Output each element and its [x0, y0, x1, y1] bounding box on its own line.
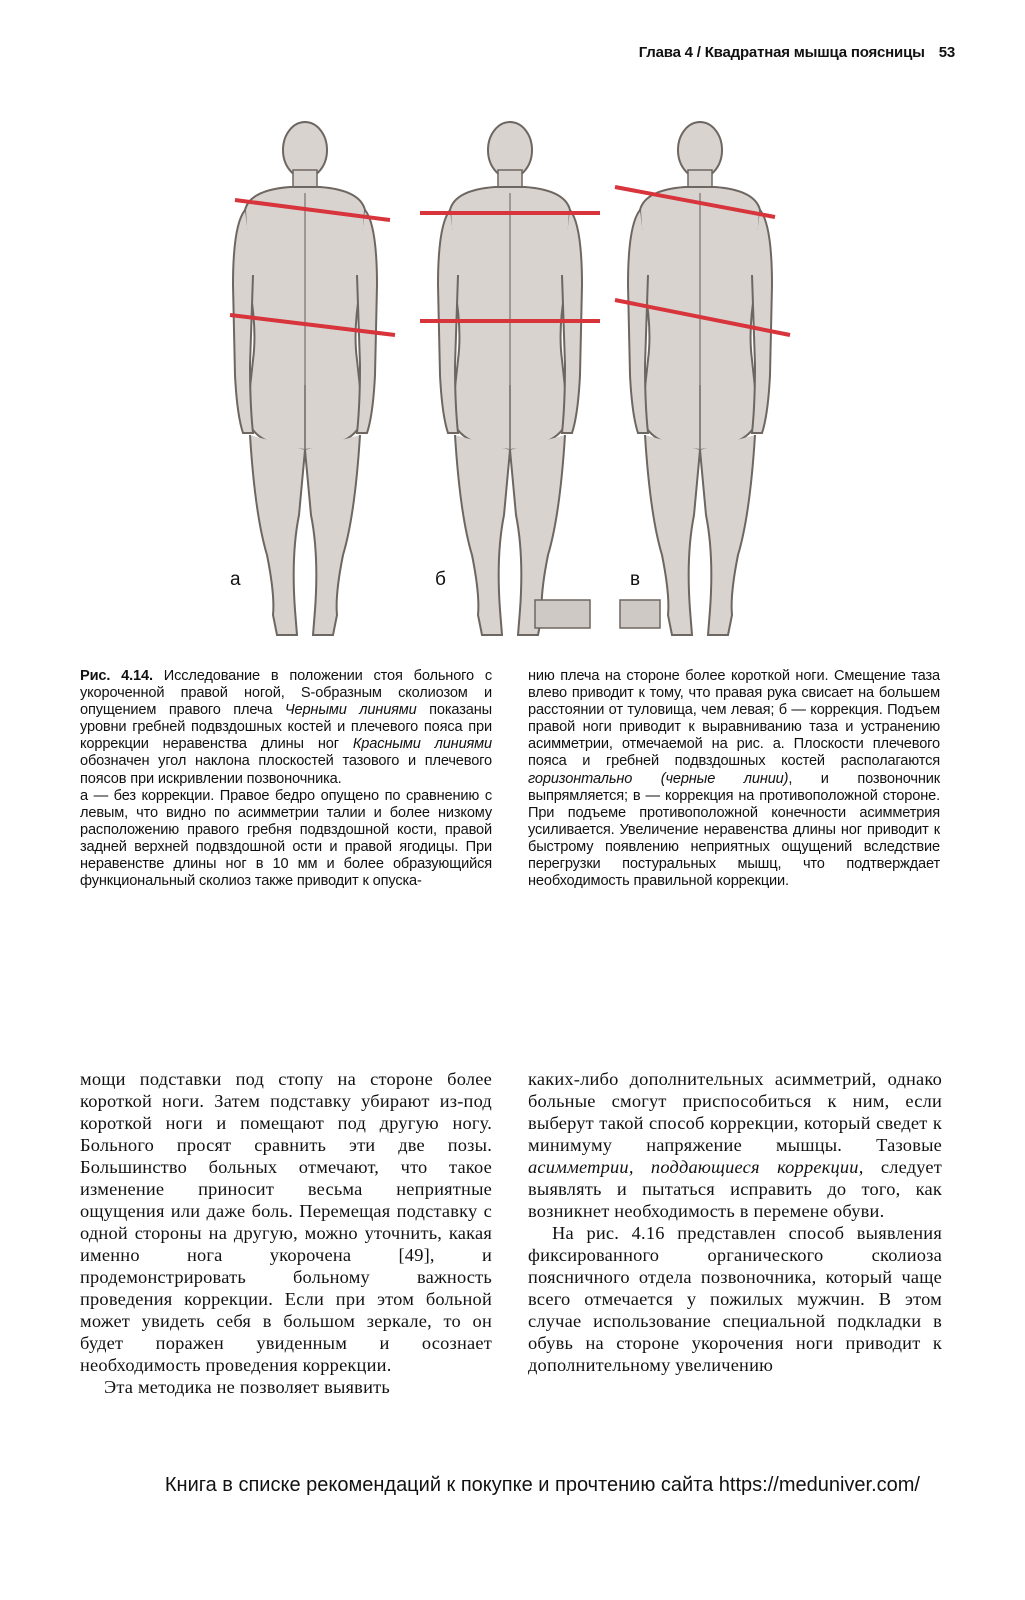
caption-text: , и позвоночник выпрямляется; в — коррекция на противоположной стороне. При подъеме противоположной конечности асимметрия усиливается. Увеличение неравенства длины ног приводит к быстрому появлению неприятных ощущений вследствие перегрузки постуральных мышц, что подтверждает необходимость правильной коррекции.	[528, 770, 940, 890]
body-paragraph: На рис. 4.16 представлен способ выявления фиксированного органического сколиоза поясничного отдела позвоночника, который чаще всего отмечается у пожилых мужчин. В этом случае использование специальной подкладки в обувь на стороне укорочения ноги приводит к дополнительному увеличению	[528, 1223, 942, 1375]
panel-label-b: б	[435, 569, 446, 590]
body-text: следует выявлять и пытаться исправить до того, как возникнет необходимость в перемене обуви.	[528, 1157, 942, 1221]
lift-block-c	[620, 600, 660, 628]
caption-italic: Красными линиями	[352, 736, 492, 753]
body-italic: асимметрии, поддающиеся коррекции,	[528, 1157, 864, 1177]
caption-text: Исследование в положении стоя больного с укороченной правой ногой, S-образным сколиозом и опущением правого плеча	[80, 668, 493, 719]
caption-text: нию плеча на стороне более короткой ноги. Смещение таза влево приводит к тому, что правая рука свисает на большем расстоянии от туловища, чем левая; б — коррекция. Подъем правой ноги приводит к выравниванию таза и устранению асимметрии, отмечаемой на рис. а. Плоскости плечевого пояса и гребней подвздошных костей располагаются	[528, 668, 940, 770]
chapter-title: Глава 4 / Квадратная мышца поясницы	[638, 44, 925, 61]
page-number: 53	[938, 44, 955, 61]
figure-caption-right	[528, 668, 940, 890]
running-header	[639, 44, 955, 61]
caption-text: показаны уровни гребней подвздошных костей и плечевого пояса при коррекции неравенства длины ног	[80, 702, 492, 753]
figure-panel-c	[615, 122, 790, 635]
body-paragraph: Эта методика не позволяет выявить	[104, 1377, 390, 1397]
body-paragraph	[528, 1068, 942, 1222]
caption-italic: Черными линиями	[284, 702, 417, 719]
caption-italic: горизонтально (черные линии)	[528, 770, 789, 787]
figure-4-14	[210, 95, 810, 655]
figure-panel-a	[230, 122, 395, 635]
figure-label: Рис. 4.14.	[80, 668, 153, 684]
caption-paragraph-a: а — без коррекции. Правое бедро опущено по сравнению с левым, что видно по асимметрии талии и более низкому расположению правого гребня подвздошной кости, правой задней верхней подвздошной ости и правой ягодицы. При неравенстве длины ног в 10 мм и более образующийся функциональный сколиоз также приводит к опуска-	[80, 787, 492, 890]
lift-block-b	[535, 600, 590, 628]
body-paragraph: мощи подставки под стопу на стороне более короткой ноги. Затем подставку убирают из-под короткой ноги и помещают под другую ногу. Больного просят сравнить эти две позы. Большинство больных отмечают, что такое изменение приносит весьма неприятные ощущения или даже боль. Перемещая подставку с одной стороны на другую, можно уточнить, какая именно нога укорочена [49], и продемонстрировать больному важность проведения коррекции. Если при этом больной может увидеть себя в большом зеркале, то он будет поражен увиденным и осознает необходимость проведения коррекции.	[80, 1069, 492, 1375]
footer-watermark: Книга в списке рекомендаций к покупке и прочтению сайта https://meduniver.com/	[164, 1474, 920, 1496]
body-column-left	[80, 1068, 492, 1398]
body-text: каких-либо дополнительных асимметрий, однако больные смогут приспособиться к ним, если выберут такой способ коррекции, который сведет к минимуму напряжение мышцы. Тазовые	[528, 1069, 942, 1155]
caption-paragraph	[528, 668, 940, 890]
panel-label-a: а	[230, 569, 241, 590]
figure-caption-left	[80, 668, 492, 890]
caption-paragraph	[80, 668, 492, 788]
figure-illustration	[210, 95, 810, 655]
caption-text: обозначен угол наклона плоскостей тазового и плечевого поясов при искривлении позвоночника.	[80, 753, 492, 787]
figure-panel-b	[420, 122, 600, 635]
panel-label-c: в	[630, 569, 641, 590]
body-column-right	[528, 1068, 942, 1376]
